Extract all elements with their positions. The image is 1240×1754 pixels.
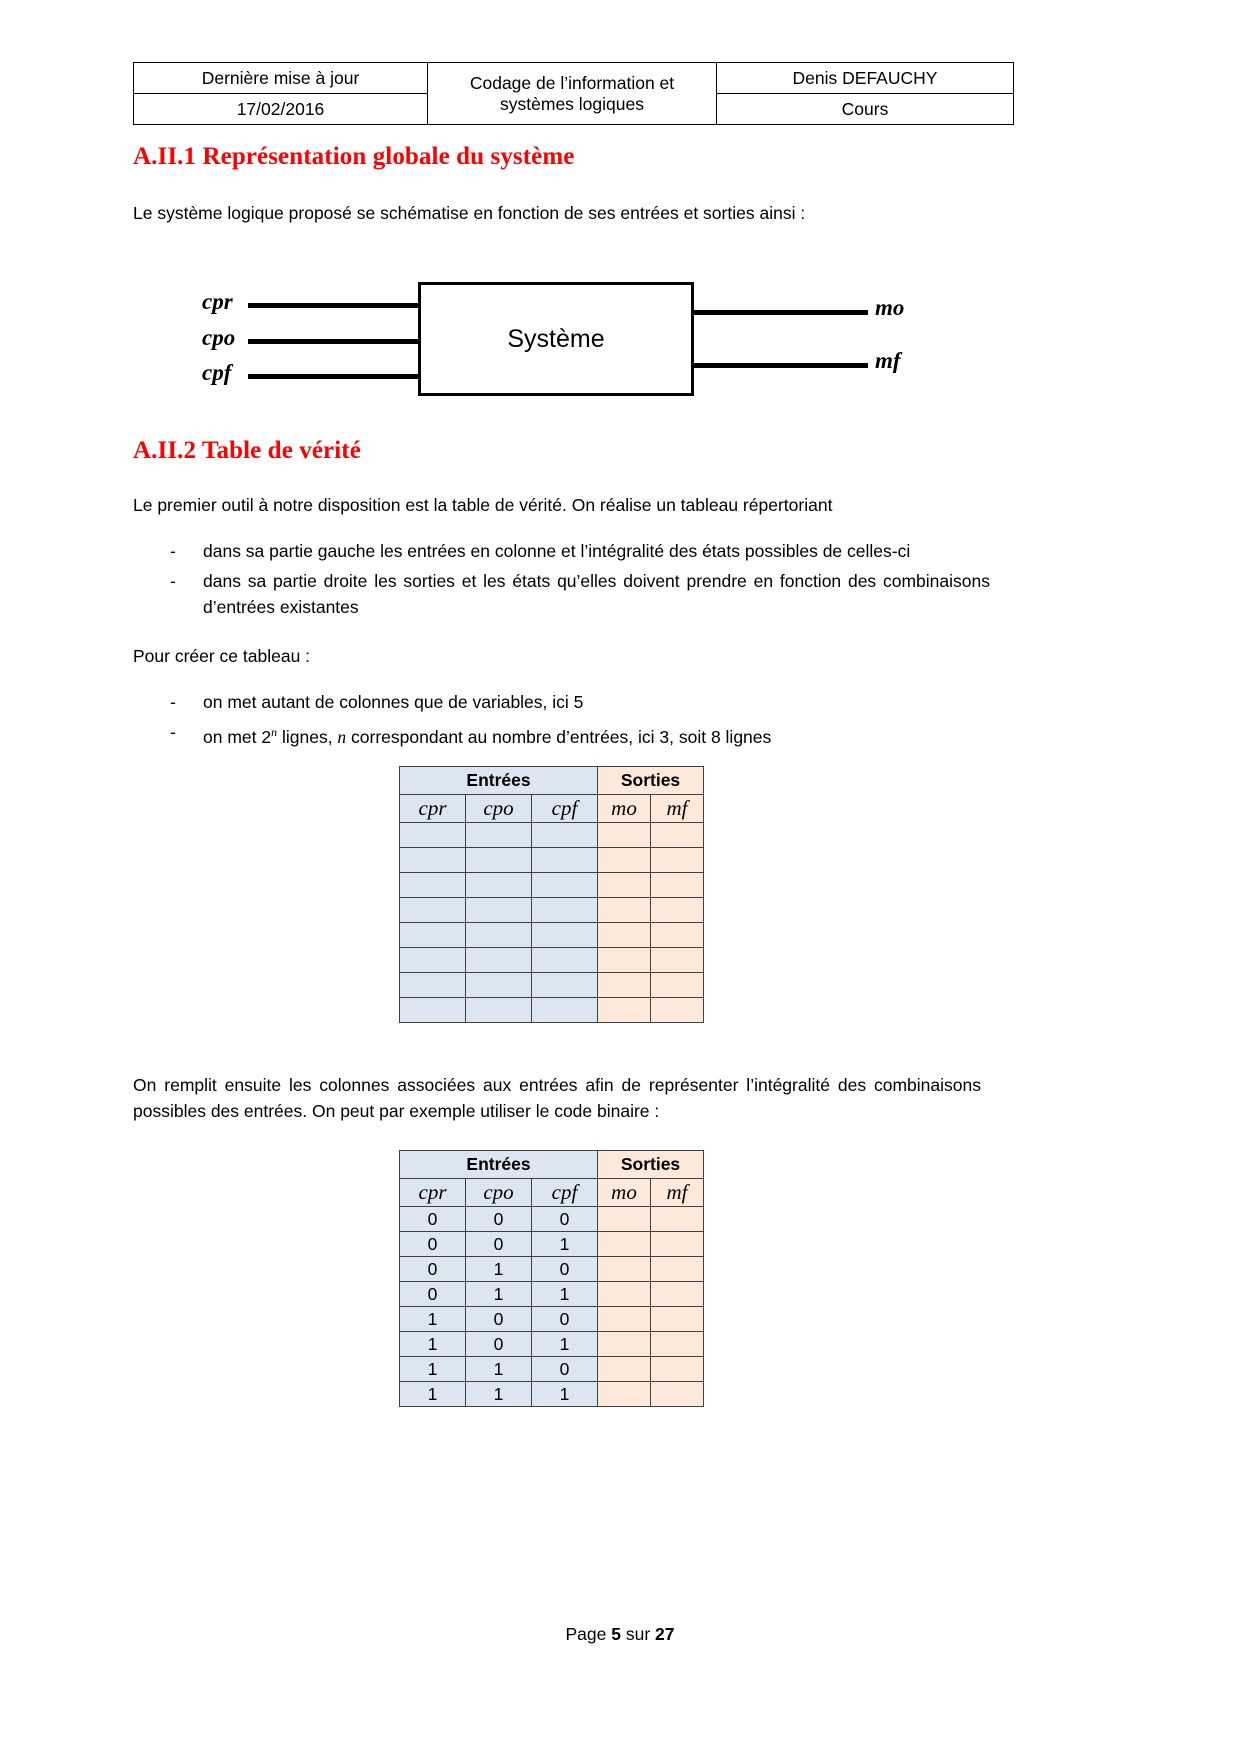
cell-mo <box>598 1357 651 1382</box>
cell-cpr <box>400 998 466 1023</box>
cell-mf <box>651 998 704 1023</box>
cell-cpf <box>532 898 598 923</box>
cell-mo <box>598 1307 651 1332</box>
cell-mf <box>651 1382 704 1407</box>
cell-mf <box>651 1332 704 1357</box>
cell-mf <box>651 948 704 973</box>
cell-cpo: 0 <box>466 1307 532 1332</box>
diagram-system-box <box>418 282 694 396</box>
section-heading-a-ii-1: A.II.1 Représentation globale du système <box>133 143 575 170</box>
table-row <box>400 1357 704 1382</box>
table-row <box>400 1257 704 1282</box>
var-header-cpo: cpo <box>466 795 532 823</box>
diagram-wire-input-cpo <box>248 339 420 344</box>
formula-middle: lignes, <box>277 726 338 747</box>
cell-cpf <box>532 823 598 848</box>
cell-cpf <box>532 923 598 948</box>
header-title-line1: Codage de l’information et <box>469 73 675 94</box>
cell-mo <box>598 1332 651 1357</box>
table-variable-header-row <box>400 1179 704 1207</box>
cell-cpf: 1 <box>532 1232 598 1257</box>
table-row <box>400 973 704 998</box>
diagram-wire-output-mo <box>692 310 868 315</box>
dash-bullet-icon: - <box>170 541 176 561</box>
header-title-line2: systèmes logiques <box>500 93 644 114</box>
cell-mo <box>598 973 651 998</box>
cell-mf <box>651 823 704 848</box>
diagram-output-label-mf: mf <box>875 348 901 373</box>
table-row <box>400 1232 704 1257</box>
cell-cpf <box>532 998 598 1023</box>
table-row <box>400 848 704 873</box>
cell-mo <box>598 898 651 923</box>
header-cell-last-update-date: 17/02/2016 <box>134 94 428 125</box>
cell-cpr: 1 <box>400 1307 466 1332</box>
cell-cpr <box>400 948 466 973</box>
system-block-diagram <box>180 270 980 415</box>
cell-mf <box>651 1257 704 1282</box>
list-item <box>170 689 990 715</box>
table-row <box>400 873 704 898</box>
table-row <box>400 923 704 948</box>
paragraph-remplit: On remplit ensuite les colonnes associées aux entrées afin de représenter l’intégralité des combinaisons possibles des entrées. On peut par exemple utiliser le code binaire : <box>133 1075 981 1121</box>
cell-cpr <box>400 848 466 873</box>
cell-cpf: 1 <box>532 1332 598 1357</box>
diagram-wire-input-cpf <box>248 374 420 379</box>
table-variable-header-row <box>400 795 704 823</box>
paragraph-intro: Le système logique proposé se schématise en fonction de ses entrées et sorties ainsi : <box>133 203 806 223</box>
cell-cpo <box>466 848 532 873</box>
formula-variable-n: n <box>337 726 347 747</box>
cell-cpf <box>532 948 598 973</box>
cell-cpr: 0 <box>400 1232 466 1257</box>
paragraph-outil: Le premier outil à notre disposition est la table de vérité. On réalise un tableau répertoriant <box>133 495 833 515</box>
group-header-entrees: Entrées <box>400 1151 598 1179</box>
cell-cpo <box>466 973 532 998</box>
cell-mo <box>598 948 651 973</box>
diagram-output-label-mo: mo <box>875 295 905 320</box>
cell-mf <box>651 973 704 998</box>
cell-cpr: 0 <box>400 1257 466 1282</box>
cell-cpr: 1 <box>400 1332 466 1357</box>
cell-cpo <box>466 998 532 1023</box>
cell-cpr <box>400 973 466 998</box>
formula-exponent-n: n <box>271 725 278 739</box>
dash-list-table-rules <box>170 689 990 754</box>
cell-cpo <box>466 898 532 923</box>
table-row <box>400 823 704 848</box>
cell-mf <box>651 923 704 948</box>
list-item <box>170 719 990 750</box>
var-header-mo: mo <box>598 1179 651 1207</box>
cell-cpf <box>532 848 598 873</box>
cell-mf <box>651 898 704 923</box>
header-cell-doc-type: Cours <box>717 94 1014 125</box>
paragraph-creer: Pour créer ce tableau : <box>133 646 311 666</box>
group-header-entrees: Entrées <box>400 767 598 795</box>
cell-cpf: 1 <box>532 1282 598 1307</box>
cell-cpr <box>400 898 466 923</box>
cell-mf <box>651 1307 704 1332</box>
var-header-cpf: cpf <box>532 795 598 823</box>
table-row <box>400 898 704 923</box>
section-heading-a-ii-2: A.II.2 Table de vérité <box>133 437 361 464</box>
dash-list-table-parts <box>170 538 990 624</box>
cell-cpo: 0 <box>466 1207 532 1232</box>
var-header-cpf: cpf <box>532 1179 598 1207</box>
cell-cpf <box>532 873 598 898</box>
cell-cpf: 1 <box>532 1382 598 1407</box>
truth-table-binary <box>399 1150 704 1407</box>
cell-cpo: 1 <box>466 1257 532 1282</box>
cell-cpr <box>400 873 466 898</box>
cell-mo <box>598 1382 651 1407</box>
cell-cpo: 1 <box>466 1282 532 1307</box>
dash-bullet-icon: - <box>170 692 176 712</box>
var-header-mo: mo <box>598 795 651 823</box>
cell-mo <box>598 1207 651 1232</box>
cell-mo <box>598 1232 651 1257</box>
list-item <box>170 568 990 620</box>
cell-mf <box>651 1232 704 1257</box>
dash-bullet-icon: - <box>170 722 176 742</box>
cell-cpr <box>400 823 466 848</box>
table-row <box>400 1207 704 1232</box>
cell-cpf: 0 <box>532 1257 598 1282</box>
formula-suffix: correspondant au nombre d’entrées, ici 3, soit 8 lignes <box>346 726 772 747</box>
diagram-input-label-cpo: cpo <box>202 325 236 350</box>
table-row <box>400 948 704 973</box>
dash-bullet-icon: - <box>170 571 176 591</box>
group-header-sorties: Sorties <box>598 1151 704 1179</box>
diagram-wire-output-mf <box>692 363 868 368</box>
var-header-mf: mf <box>651 795 704 823</box>
var-header-cpr: cpr <box>400 795 466 823</box>
cell-cpo: 1 <box>466 1382 532 1407</box>
list-item-text: on met autant de colonnes que de variables, ici 5 <box>203 692 584 712</box>
document-header-table <box>133 62 1014 125</box>
cell-cpo <box>466 948 532 973</box>
header-cell-last-update-label: Dernière mise à jour <box>134 63 428 94</box>
var-header-cpr: cpr <box>400 1179 466 1207</box>
formula-prefix: on met 2 <box>203 726 272 747</box>
diagram-input-label-cpr: cpr <box>202 289 233 314</box>
cell-mo <box>598 998 651 1023</box>
cell-cpf: 0 <box>532 1357 598 1382</box>
footer-total-pages: 27 <box>655 1624 675 1644</box>
cell-cpr: 0 <box>400 1282 466 1307</box>
cell-mo <box>598 823 651 848</box>
var-header-cpo: cpo <box>466 1179 532 1207</box>
diagram-input-label-cpf: cpf <box>202 360 232 385</box>
cell-cpo <box>466 823 532 848</box>
cell-cpf: 0 <box>532 1307 598 1332</box>
cell-cpr: 0 <box>400 1207 466 1232</box>
cell-mf <box>651 1282 704 1307</box>
table-row <box>400 1307 704 1332</box>
cell-cpf <box>532 973 598 998</box>
table-row <box>400 1332 704 1357</box>
cell-cpr: 1 <box>400 1382 466 1407</box>
var-header-mf: mf <box>651 1179 704 1207</box>
cell-mo <box>598 873 651 898</box>
list-item-text: dans sa partie droite les sorties et les états qu’elles doivent prendre en fonction des combinaisons d’entrées existantes <box>203 571 990 617</box>
diagram-wire-input-cpr <box>248 303 420 308</box>
header-cell-author: Denis DEFAUCHY <box>717 63 1014 94</box>
header-row-1 <box>134 63 1014 94</box>
cell-cpo: 0 <box>466 1232 532 1257</box>
cell-mo <box>598 1282 651 1307</box>
cell-mf <box>651 1207 704 1232</box>
cell-cpf: 0 <box>532 1207 598 1232</box>
cell-cpo <box>466 923 532 948</box>
cell-mf <box>651 1357 704 1382</box>
cell-mo <box>598 923 651 948</box>
list-item <box>170 538 990 564</box>
cell-mf <box>651 848 704 873</box>
table-row <box>400 1282 704 1307</box>
cell-mo <box>598 848 651 873</box>
header-cell-document-title <box>428 63 717 125</box>
cell-cpr <box>400 923 466 948</box>
cell-cpo <box>466 873 532 898</box>
table-row <box>400 998 704 1023</box>
footer-middle: sur <box>620 1624 656 1644</box>
list-item-text: dans sa partie gauche les entrées en colonne et l’intégralité des états possibles de celles-ci <box>203 541 911 561</box>
footer-prefix: Page <box>565 1624 612 1644</box>
group-header-sorties: Sorties <box>598 767 704 795</box>
cell-cpo: 1 <box>466 1357 532 1382</box>
cell-cpo: 0 <box>466 1332 532 1357</box>
list-item-text-math <box>203 719 990 750</box>
table-row <box>400 1382 704 1407</box>
cell-mo <box>598 1257 651 1282</box>
cell-cpr: 1 <box>400 1357 466 1382</box>
diagram-system-box-label: Système <box>507 324 605 353</box>
footer-page-number: 5 <box>611 1624 621 1644</box>
page-footer <box>0 1624 1240 1645</box>
table-group-header-row <box>400 767 704 795</box>
table-group-header-row <box>400 1151 704 1179</box>
truth-table-empty <box>399 766 704 1023</box>
cell-mf <box>651 873 704 898</box>
